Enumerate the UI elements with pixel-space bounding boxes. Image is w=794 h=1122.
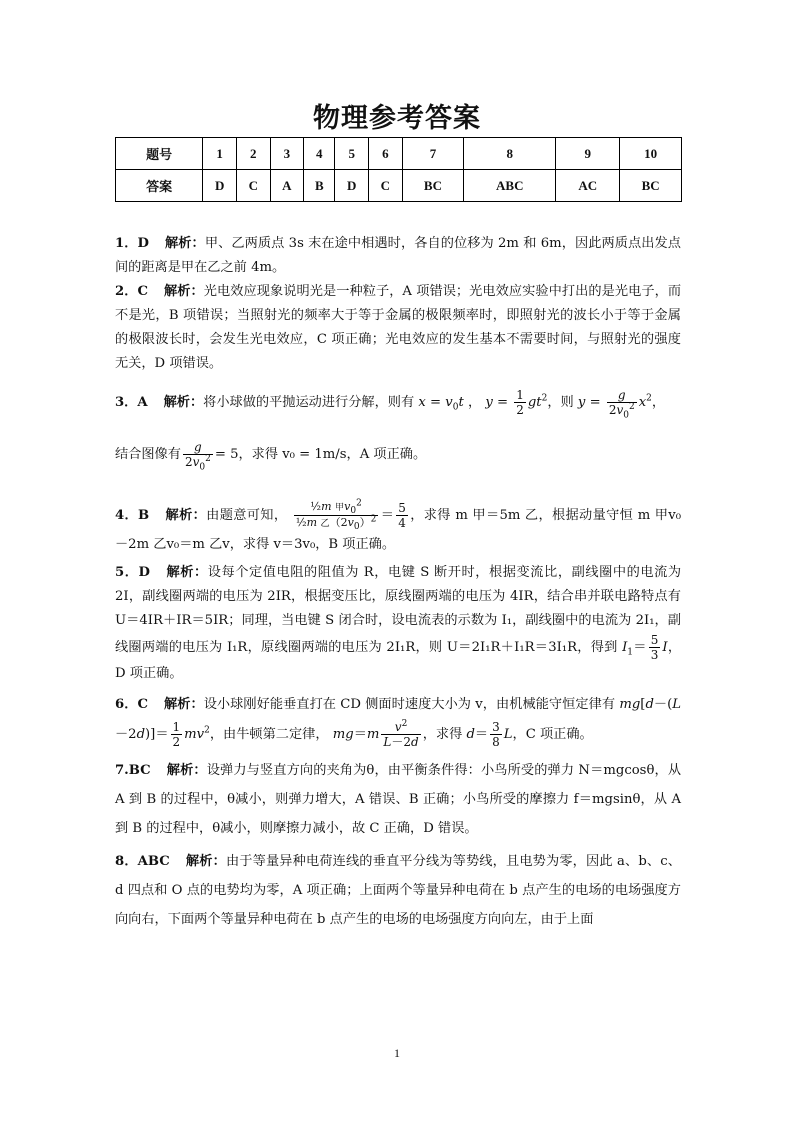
fraction-v2-over-L-2d: $\frac{v^2}{L-2d}$ — [383, 719, 419, 749]
table-cell: 9 — [556, 138, 620, 170]
table-cell: ABC — [464, 170, 556, 202]
table-cell: 1 — [203, 138, 237, 170]
table-cell: AC — [556, 170, 620, 202]
table-cell: BC — [620, 170, 682, 202]
page-number: 1 — [394, 1046, 400, 1060]
solution-8: 8．ABC 解析：由于等量异种电荷连线的垂直平分线为等势线，且电势为零，因此 a、b、c、d 四点和 O 点的电势均为零，A 项正确；上面两个等量异种电荷在 b 点产生的电场的电场强度方向向右，下面两个等量异种电荷在 b 点产生的电场的电场强度方向向左，由于上面 — [115, 854, 681, 927]
fraction-5-over-4: $\frac{5}{4}$ — [398, 501, 406, 530]
fraction-3-over-8: $\frac{3}{8}$ — [492, 720, 500, 749]
fraction-5-over-3: $\frac{5}{3}$ — [650, 633, 659, 662]
table-row-numbers — [116, 138, 682, 170]
solution-3: 3．A 解析：将小球做的平抛运动进行分解，则有 $x = v_0t$ ， y = $\frac{1}{2}$ $gt^2$，则 y = $\frac{g}{2v_0^2}$ $x^2$， — [115, 388, 666, 421]
table-cell: 6 — [369, 138, 403, 170]
table-cell: D — [335, 170, 369, 202]
solutions — [115, 232, 681, 934]
fraction-one-half: $\frac{1}{2}$ — [516, 388, 524, 417]
solution-1: 1．D 解析：甲、乙两质点 3s 末在途中相遇时，各自的位移为 2m 和 6m，因此两质点出发点间的距离是甲在乙之前 4m。 — [115, 236, 681, 275]
table-cell: C — [369, 170, 403, 202]
table-answer-label: 答案 — [116, 170, 203, 202]
table-cell: 5 — [335, 138, 369, 170]
table-cell: 3 — [270, 138, 304, 170]
kinetic-energy-ratio: $\frac{\frac{1}{2}m 甲v_0^2}{\frac{1}{2}m 乙(2v_0)^2}$ — [295, 498, 377, 533]
fraction-g-over-2v0sq: $\frac{g}{2v_0^2}$ — [184, 440, 211, 473]
table-header-label: 题号 — [116, 138, 203, 170]
solution-6: 6．C 解析：设小球刚好能垂直打在 CD 侧面时速度大小为 v，由机械能守恒定律有 mg[d－(L－2d)]＝ $\frac{1}{2}$ $mv^2$，由牛顿第二定律， mg＝m $\frac{v^2}{L-2d}$ ，求得 d＝ $\frac{3}{8}$ L，C 项正确。 — [115, 697, 682, 749]
fraction-g-over-2v0sq: $\frac{g}{2v_0^2}$ — [608, 388, 635, 421]
answer-table — [115, 137, 682, 202]
solution-5: 5．D 解析：设每个定值电阻的阻值为 R，电键 S 断开时，根据变流比，副线圈中的电流为 2I，副线圈两端的电压为 2IR，根据变压比，原线圈两端的电压为 4IR，结合串并联电路特点有 U＝4IR＋IR＝5IR；同理，当电键 S 闭合时，设电流表的示数为 I₁，副线圈中的电流为 2I₁，副线圈两端的电压为 I₁R，原线圈两端的电压为 2I₁R，则 U＝2I₁R＋I₁R＝3I₁R，得到 $I_1=$ $\frac{5}{3}$ I，D 项正确。 — [115, 565, 682, 681]
table-cell: B — [304, 170, 335, 202]
table-cell: 10 — [620, 138, 682, 170]
solution-3-continued: 结合图像有 $\frac{g}{2v_0^2}$ = 5，求得 v₀ = 1m/s，A 项正确。 — [115, 440, 427, 473]
table-cell: 4 — [304, 138, 335, 170]
table-cell: BC — [402, 170, 464, 202]
table-cell: 2 — [236, 138, 270, 170]
table-cell: D — [203, 170, 237, 202]
table-cell: A — [270, 170, 304, 202]
fraction-one-half: $\frac{1}{2}$ — [172, 720, 181, 749]
solution-7: 7.BC 解析：设弹力与竖直方向的夹角为θ，由平衡条件得：小鸟所受的弹力 N＝mgcosθ，从 A 到 B 的过程中，θ减小，则弹力增大，A 错误、B 正确；小鸟所受的摩擦力 f＝mgsinθ，从 A 到 B 的过程中，θ减小，则摩擦力减小，故 C 正确，D 错误。 — [115, 763, 682, 836]
table-cell: 8 — [464, 138, 556, 170]
table-row-answers — [116, 170, 682, 202]
table-cell: 7 — [402, 138, 464, 170]
page-title: 物理参考答案 — [313, 103, 481, 134]
table-cell: C — [236, 170, 270, 202]
solution-4: 4．B 解析：由题意可知， $\frac{\frac{1}{2}m 甲v_0^2}{\frac{1}{2}m 乙(2v_0)^2}$ ＝ $\frac{5}{4}$ ，求得 m 甲＝5m 乙，根据动量守恒 m 甲v₀－2m 乙v₀＝m 乙v，求得 v＝3v₀，B 项正确。 — [115, 498, 682, 552]
solution-2: 2．C 解析：光电效应现象说明光是一种粒子，A 项错误；光电效应实验中打出的是光电子，而不是光，B 项错误；当照射光的频率大于等于金属的极限频率时，即照射光的波长小于等于金属的极限波长时，会发生光电效应，C 项正确；光电效应的发生基本不需要时间，与照射光的强度无关，D 项错误。 — [115, 284, 682, 371]
